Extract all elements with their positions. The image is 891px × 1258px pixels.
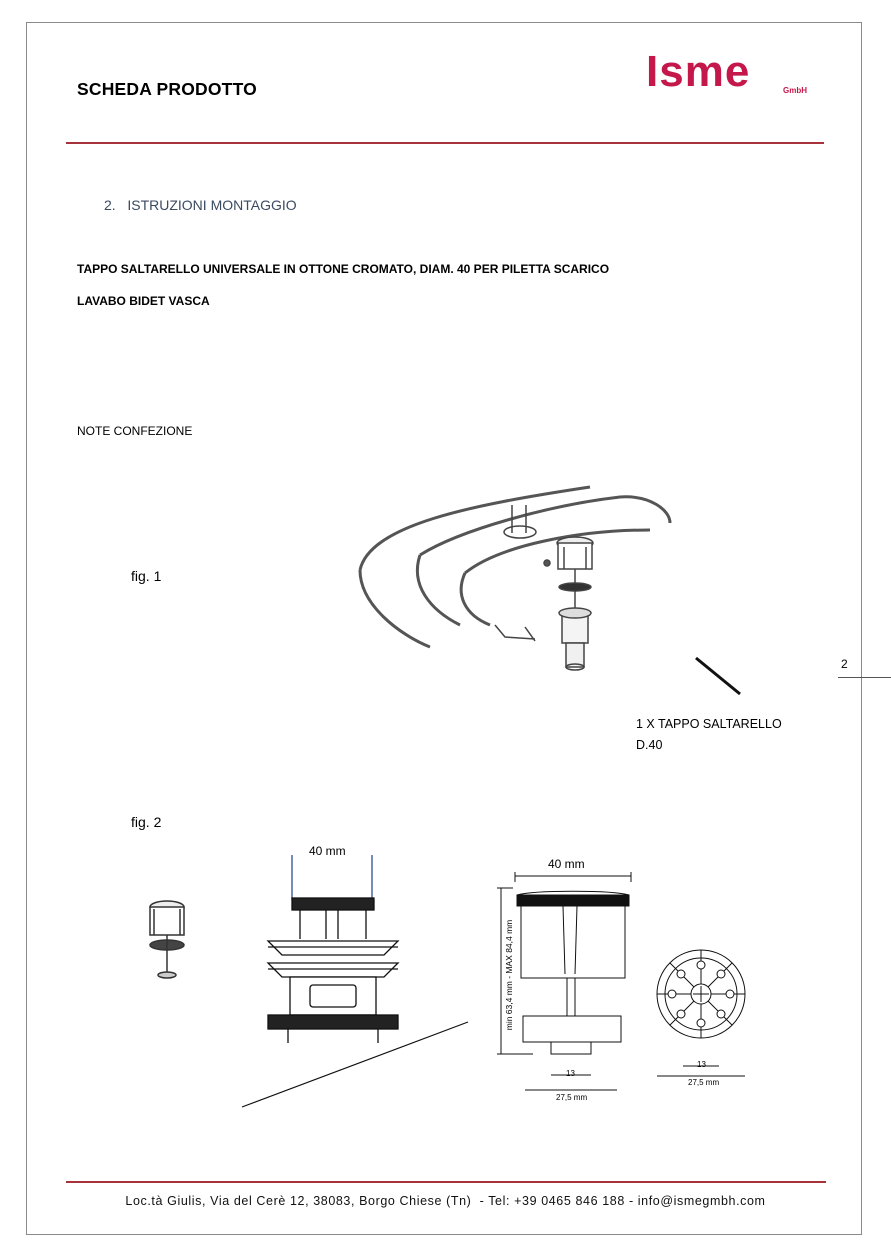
page-number: 2: [841, 657, 848, 671]
page-title: SCHEDA PRODOTTO: [77, 79, 257, 99]
dimension-height-label: min 63,4 mm - MAX 84,4 mm: [504, 919, 514, 1031]
dimension-275-label: 27,5 mm: [556, 1093, 588, 1102]
dimension-13-label: 13: [566, 1069, 575, 1078]
technical-drawing: [495, 868, 755, 1108]
section-heading: 2. ISTRUZIONI MONTAGGIO: [104, 197, 297, 213]
footer-divider: [66, 1181, 826, 1183]
notes-label: NOTE CONFEZIONE: [77, 424, 193, 438]
plug-section-illustration: [240, 855, 470, 1110]
item-caption-line1: 1 X TAPPO SALTARELLO: [636, 717, 782, 731]
header-divider: [66, 142, 824, 144]
fig2-label: fig. 2: [131, 814, 162, 830]
product-description-line2: LAVABO BIDET VASCA: [77, 294, 210, 308]
fig1-label: fig. 1: [131, 568, 162, 584]
footer-address: Loc.tà Giulis, Via del Cerè 12, 38083, Borgo Chiese (Tn) - Tel: +39 0465 846 188 - info@ismegmbh.com: [125, 1194, 766, 1208]
dimension-13b-label: 13: [697, 1060, 706, 1069]
item-caption: [636, 714, 782, 756]
dimension-40mm-label: 40 mm: [309, 844, 346, 858]
dimension-height-wrapper: [499, 918, 519, 1038]
brand-logo-sub: GmbH: [783, 86, 807, 95]
plug-small-illustration: [140, 895, 200, 985]
sink-illustration: [350, 475, 690, 685]
product-description-line1: TAPPO SALTARELLO UNIVERSALE IN OTTONE CROMATO, DIAM. 40 PER PILETTA SCARICO: [77, 262, 610, 276]
page-number-rule: [838, 677, 891, 678]
dimension-40mm-b-label: 40 mm: [548, 857, 585, 871]
item-caption-line2: D.40: [636, 738, 663, 752]
brand-logo: Isme: [646, 47, 751, 96]
dimension-275b-label: 27,5 mm: [688, 1078, 720, 1087]
pointer-arrow: [690, 652, 750, 702]
